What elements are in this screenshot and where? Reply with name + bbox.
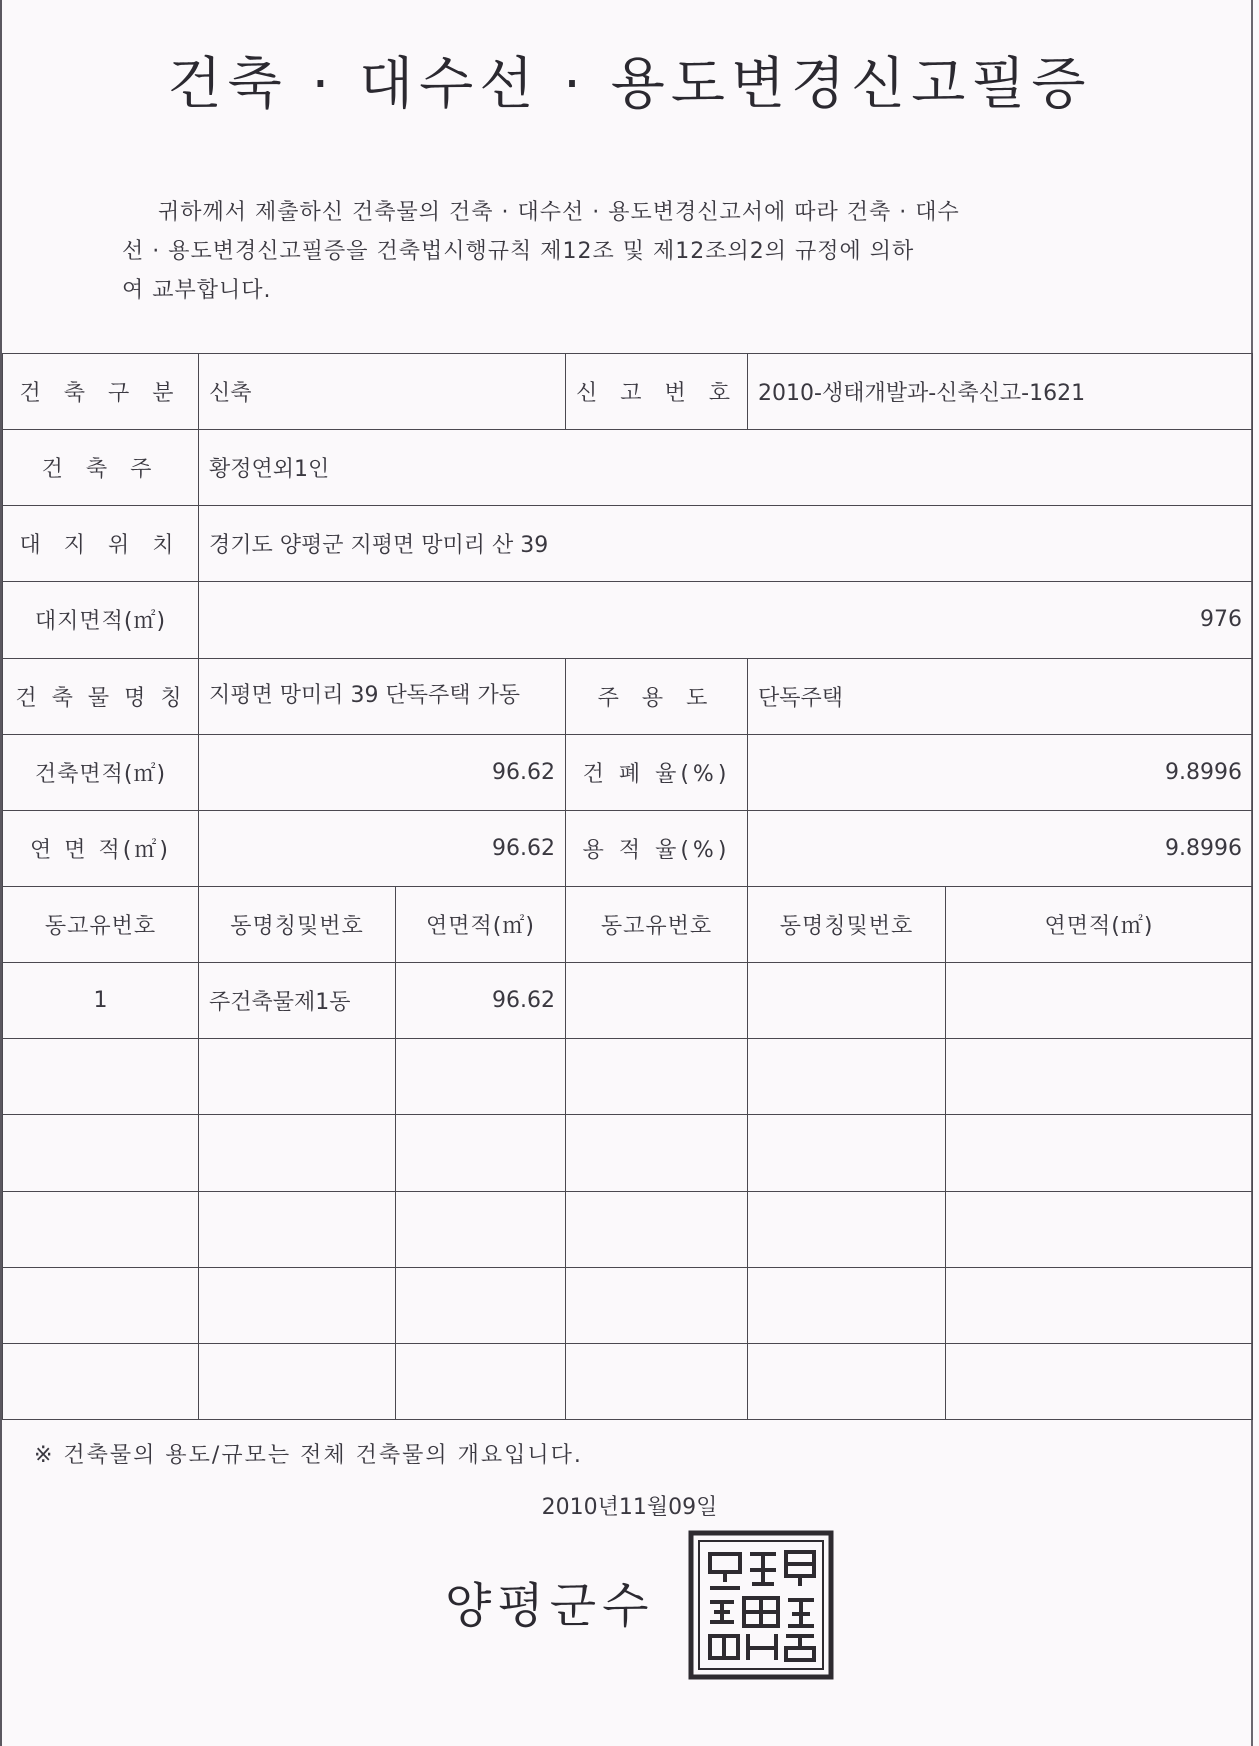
table-row bbox=[3, 582, 1253, 658]
column-header: 동명칭및번호 bbox=[748, 886, 946, 962]
table-cell bbox=[566, 1343, 748, 1419]
build-type-label: 건 축 구 분 bbox=[3, 354, 199, 430]
document-title: 건축 · 대수선 · 용도변경신고필증 bbox=[167, 52, 1092, 117]
table-cell: 주건축물제1동 bbox=[199, 963, 396, 1039]
table-cell bbox=[566, 963, 748, 1039]
intro-line: 여 교부합니다. bbox=[122, 278, 272, 303]
table-cell bbox=[946, 963, 1253, 1039]
table-row bbox=[3, 963, 1253, 1039]
report-no-value: 2010-생태개발과-신축신고-1621 bbox=[748, 354, 1253, 430]
table-cell bbox=[946, 1343, 1253, 1419]
table-cell bbox=[3, 1343, 199, 1419]
table-row bbox=[3, 506, 1253, 582]
table-cell bbox=[748, 1115, 946, 1191]
table-cell bbox=[748, 1191, 946, 1267]
building-area-value: 96.62 bbox=[199, 734, 566, 810]
table-cell bbox=[3, 1115, 199, 1191]
column-header: 연면적(㎡) bbox=[396, 886, 566, 962]
intro-line: 선 · 용도변경신고필증을 건축법시행규칙 제12조 및 제12조의2의 규정에 의하 bbox=[122, 239, 915, 264]
table-cell bbox=[199, 1039, 396, 1115]
total-floor-area-value: 96.62 bbox=[199, 810, 566, 886]
table-cell bbox=[946, 1267, 1253, 1343]
table-cell bbox=[946, 1039, 1253, 1115]
table-row bbox=[3, 658, 1253, 734]
table-cell bbox=[396, 1343, 566, 1419]
table-cell bbox=[566, 1039, 748, 1115]
total-floor-area-label: 연 면 적(㎡) bbox=[3, 810, 199, 886]
column-header: 동명칭및번호 bbox=[199, 886, 396, 962]
table-cell bbox=[396, 1039, 566, 1115]
table-cell bbox=[3, 1267, 199, 1343]
intro-line: 귀하께서 제출하신 건축물의 건축 · 대수선 · 용도변경신고서에 따라 건축 · 대수 bbox=[158, 200, 960, 225]
table-row bbox=[3, 1115, 1253, 1191]
table-cell bbox=[3, 1191, 199, 1267]
table-cell bbox=[396, 1191, 566, 1267]
site-area-value: 976 bbox=[199, 582, 1253, 658]
table-row bbox=[3, 1039, 1253, 1115]
column-header: 동고유번호 bbox=[3, 886, 199, 962]
owner-label: 건 축 주 bbox=[3, 430, 199, 506]
building-area-label: 건축면적(㎡) bbox=[3, 734, 199, 810]
table-cell bbox=[566, 1115, 748, 1191]
intro-paragraph bbox=[122, 193, 1132, 310]
floor-area-ratio-value: 9.8996 bbox=[748, 810, 1253, 886]
main-use-value: 단독주택 bbox=[748, 658, 1253, 734]
table-row bbox=[3, 1267, 1253, 1343]
table-cell bbox=[748, 1267, 946, 1343]
table-cell bbox=[199, 1115, 396, 1191]
floor-area-ratio-label: 용 적 율(%) bbox=[566, 810, 748, 886]
table-header-row bbox=[3, 886, 1253, 962]
table-cell: 1 bbox=[3, 963, 199, 1039]
site-location-label: 대 지 위 치 bbox=[3, 506, 199, 582]
build-type-value: 신축 bbox=[199, 354, 566, 430]
table-cell bbox=[396, 1267, 566, 1343]
table-cell bbox=[748, 1039, 946, 1115]
table-cell bbox=[199, 1343, 396, 1419]
building-name-label: 건 축 물 명 칭 bbox=[3, 658, 199, 734]
main-use-label: 주 용 도 bbox=[566, 658, 748, 734]
certificate-table bbox=[2, 353, 1253, 1420]
table-cell bbox=[748, 1343, 946, 1419]
coverage-ratio-label: 건 폐 율(%) bbox=[566, 734, 748, 810]
column-header: 연면적(㎡) bbox=[946, 886, 1253, 962]
table-cell bbox=[3, 1039, 199, 1115]
table-cell: 96.62 bbox=[396, 963, 566, 1039]
issuer-name: 양평군수 bbox=[445, 1578, 655, 1634]
table-row bbox=[3, 430, 1253, 506]
table-cell bbox=[199, 1267, 396, 1343]
table-cell bbox=[946, 1191, 1253, 1267]
table-row bbox=[3, 810, 1253, 886]
table-row bbox=[3, 734, 1253, 810]
official-seal-icon bbox=[688, 1530, 834, 1680]
table-row bbox=[3, 354, 1253, 430]
table-row bbox=[3, 1343, 1253, 1419]
building-name-value: 지평면 망미리 39 단독주택 가동 bbox=[199, 658, 566, 734]
table-cell bbox=[396, 1115, 566, 1191]
issue-date: 2010년11월09일 bbox=[541, 1495, 718, 1520]
site-area-label: 대지면적(㎡) bbox=[3, 582, 199, 658]
table-cell bbox=[566, 1267, 748, 1343]
column-header: 동고유번호 bbox=[566, 886, 748, 962]
table-cell bbox=[946, 1115, 1253, 1191]
report-no-label: 신 고 번 호 bbox=[566, 354, 748, 430]
table-cell bbox=[748, 963, 946, 1039]
coverage-ratio-value: 9.8996 bbox=[748, 734, 1253, 810]
table-cell bbox=[199, 1191, 396, 1267]
site-location-value: 경기도 양평군 지평면 망미리 산 39 bbox=[199, 506, 1253, 582]
owner-value: 황정연외1인 bbox=[199, 430, 1253, 506]
footer-note: ※ 건축물의 용도/규모는 전체 건축물의 개요입니다. bbox=[34, 1443, 583, 1468]
table-cell bbox=[566, 1191, 748, 1267]
table-row bbox=[3, 1191, 1253, 1267]
